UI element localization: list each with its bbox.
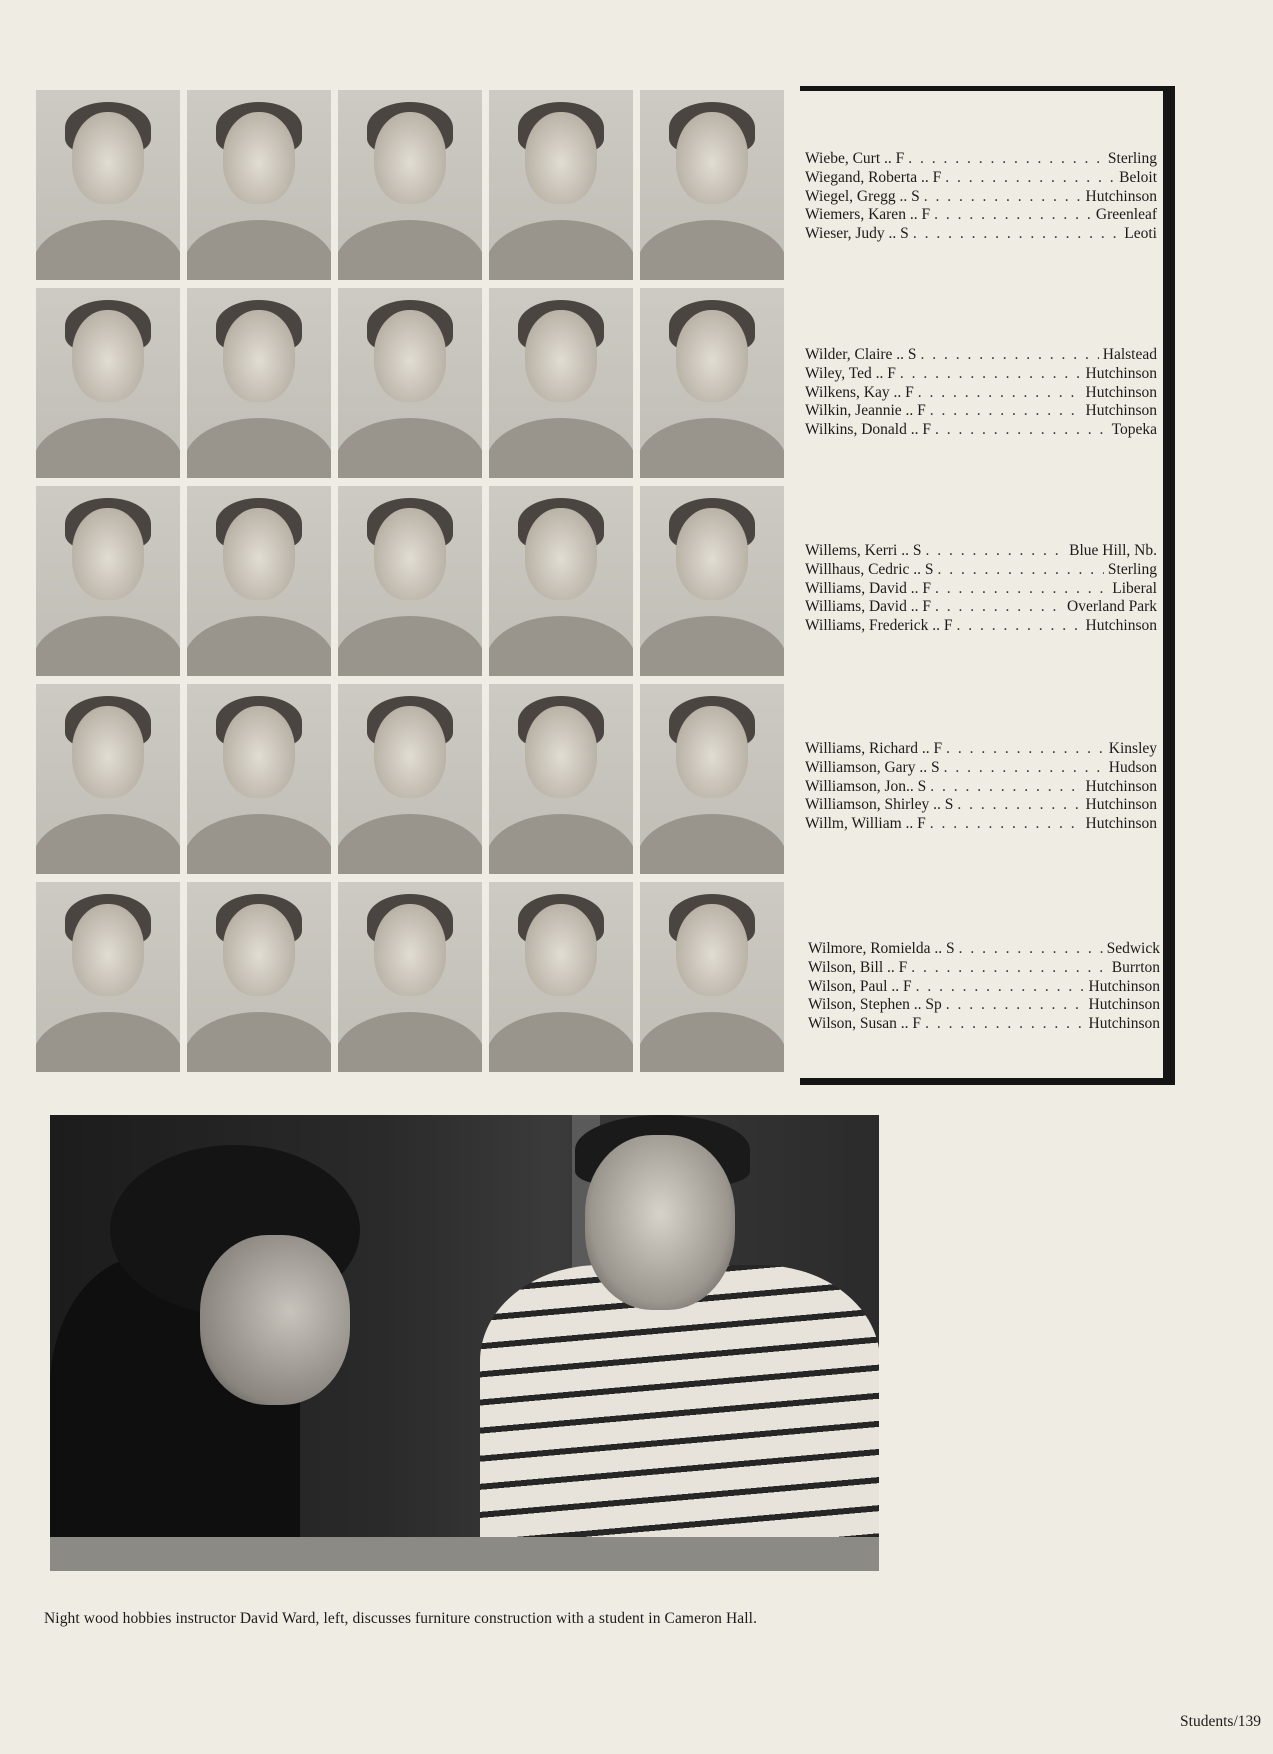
portrait-head (374, 706, 446, 798)
hometown: Beloit (1119, 168, 1157, 186)
student-name: Wilson, Susan .. F (808, 1015, 922, 1033)
portrait-head (525, 112, 597, 204)
name-entry (808, 996, 1160, 1015)
student-portrait (187, 288, 331, 478)
student-name: Williams, Richard .. F (805, 740, 943, 757)
student-name: Williams, Frederick .. F (805, 617, 953, 635)
hometown: Leoti (1124, 225, 1157, 243)
portrait-head (676, 904, 748, 996)
portrait-head (72, 508, 144, 600)
portrait-head (223, 706, 295, 798)
student-portrait (338, 486, 482, 676)
student-portrait (489, 90, 633, 280)
student-portrait (640, 90, 784, 280)
hometown: Hutchinson (1085, 815, 1157, 833)
student-name: Wiegel, Gregg .. S (805, 187, 920, 205)
photo-caption: Night wood hobbies instructor David Ward, left, discusses furniture construction with a student in Cameron Hall. (44, 1610, 758, 1627)
hometown: Hutchinson (1088, 1015, 1160, 1033)
name-entry (808, 959, 1160, 978)
portrait-shoulders (640, 220, 784, 280)
student-portrait (338, 288, 482, 478)
name-entry (805, 778, 1157, 797)
student-name: Williams, David .. F (805, 579, 931, 597)
hometown: Blue Hill, Nb. (1069, 542, 1157, 559)
name-entry (805, 365, 1157, 384)
hometown: Hutchinson (1085, 383, 1157, 401)
student-portrait (338, 90, 482, 280)
dot-leader (946, 740, 1105, 759)
name-entry (805, 402, 1157, 421)
student-name: Wieser, Judy .. S (805, 225, 909, 243)
hometown: Sterling (1107, 560, 1157, 578)
name-entry (805, 384, 1157, 403)
name-group (805, 150, 1157, 244)
name-entry (808, 1015, 1160, 1034)
name-group (805, 740, 1157, 834)
hometown: Hutchinson (1088, 977, 1160, 995)
portrait-shoulders (36, 418, 180, 478)
portrait-shoulders (187, 220, 331, 280)
name-entry (805, 740, 1157, 759)
dot-leader (957, 796, 1081, 815)
student-portrait (187, 90, 331, 280)
student-name: Wiebe, Curt .. F (805, 150, 905, 167)
student-portrait (338, 684, 482, 874)
dot-leader (918, 384, 1082, 403)
name-entry (805, 561, 1157, 580)
portrait-head (72, 904, 144, 996)
dot-leader (938, 561, 1104, 580)
portrait-shoulders (489, 814, 633, 874)
dot-leader (916, 978, 1085, 997)
name-group (805, 346, 1157, 440)
portrait-shoulders (489, 616, 633, 676)
photo-instructor-face (585, 1135, 735, 1310)
dot-leader (908, 150, 1104, 169)
name-entry (805, 225, 1157, 244)
student-portrait (640, 684, 784, 874)
student-portrait (640, 288, 784, 478)
dot-leader (934, 206, 1092, 225)
portrait-shoulders (338, 814, 482, 874)
student-name: Wilkin, Jeannie .. F (805, 402, 926, 420)
portrait-shoulders (36, 220, 180, 280)
portrait-shoulders (187, 616, 331, 676)
name-entry (805, 169, 1157, 188)
hometown: Hutchinson (1085, 617, 1157, 635)
name-entry (805, 759, 1157, 778)
portrait-grid (36, 90, 784, 1072)
student-name: Wiegand, Roberta .. F (805, 168, 942, 186)
portrait-head (525, 508, 597, 600)
portrait-shoulders (187, 1012, 331, 1072)
student-name: Wilmore, Romielda .. S (808, 940, 955, 957)
portrait-head (72, 112, 144, 204)
dot-leader (935, 421, 1108, 440)
portrait-head (676, 508, 748, 600)
student-name: Williamson, Gary .. S (805, 758, 940, 776)
dot-leader (945, 169, 1115, 188)
name-entry (805, 346, 1157, 365)
name-group (808, 940, 1160, 1034)
hometown: Hudson (1108, 758, 1157, 776)
student-portrait (36, 882, 180, 1072)
hometown: Greenleaf (1095, 206, 1157, 224)
portrait-shoulders (338, 1012, 482, 1072)
name-entry (805, 796, 1157, 815)
dot-leader (913, 225, 1120, 244)
portrait-head (676, 112, 748, 204)
dot-leader (911, 959, 1107, 978)
student-name: Wilson, Stephen .. Sp (808, 996, 942, 1014)
feature-photo (50, 1115, 879, 1571)
name-entry (805, 580, 1157, 599)
dot-leader (956, 617, 1081, 636)
portrait-head (676, 706, 748, 798)
hometown: Hutchinson (1085, 364, 1157, 382)
portrait-head (374, 112, 446, 204)
hometown: Hutchinson (1085, 402, 1157, 420)
portrait-shoulders (640, 814, 784, 874)
student-name: Willhaus, Cedric .. S (805, 560, 934, 578)
portrait-head (525, 310, 597, 402)
dot-leader (930, 815, 1082, 834)
student-portrait (489, 684, 633, 874)
student-name: Wilkens, Kay .. F (805, 383, 914, 401)
name-entry (805, 421, 1157, 440)
name-group (805, 542, 1157, 636)
portrait-head (72, 310, 144, 402)
student-portrait (187, 486, 331, 676)
dot-leader (924, 188, 1082, 207)
portrait-shoulders (187, 814, 331, 874)
portrait-head (525, 904, 597, 996)
hometown: Kinsley (1108, 740, 1157, 757)
portrait-shoulders (489, 1012, 633, 1072)
student-name: Williams, David .. F (805, 598, 931, 616)
student-portrait (640, 882, 784, 1072)
photo-instructor-figure (480, 1265, 879, 1571)
student-portrait (36, 486, 180, 676)
name-entry (805, 598, 1157, 617)
portrait-head (72, 706, 144, 798)
portrait-shoulders (338, 220, 482, 280)
name-entry (805, 188, 1157, 207)
dot-leader (900, 365, 1082, 384)
name-entry (805, 150, 1157, 169)
page-folio: Students/139 (1180, 1713, 1261, 1730)
name-entry (808, 940, 1160, 959)
dot-leader (921, 346, 1099, 365)
portrait-head (525, 706, 597, 798)
dot-leader (944, 759, 1105, 778)
student-portrait (338, 882, 482, 1072)
portrait-head (374, 508, 446, 600)
portrait-head (223, 508, 295, 600)
hometown: Sedwick (1106, 940, 1160, 957)
name-entry (805, 206, 1157, 225)
dot-leader (935, 580, 1108, 599)
name-list-panel (800, 86, 1175, 1085)
dot-leader (946, 996, 1085, 1015)
student-name: Willm, William .. F (805, 815, 926, 833)
portrait-shoulders (489, 220, 633, 280)
portrait-shoulders (640, 418, 784, 478)
hometown: Topeka (1111, 421, 1157, 439)
dot-leader (930, 402, 1082, 421)
dot-leader (925, 1015, 1084, 1034)
student-name: Williamson, Shirley .. S (805, 796, 954, 814)
student-portrait (489, 288, 633, 478)
dot-leader (959, 940, 1103, 959)
hometown: Hutchinson (1085, 796, 1157, 814)
student-portrait (36, 684, 180, 874)
hometown: Halstead (1102, 346, 1157, 363)
name-entry (805, 617, 1157, 636)
student-portrait (36, 90, 180, 280)
student-portrait (187, 684, 331, 874)
student-name: Williamson, Jon.. S (805, 777, 927, 795)
portrait-shoulders (36, 616, 180, 676)
portrait-shoulders (187, 418, 331, 478)
portrait-shoulders (640, 1012, 784, 1072)
hometown: Hutchinson (1085, 187, 1157, 205)
dot-leader (935, 598, 1063, 617)
hometown: Hutchinson (1085, 777, 1157, 795)
student-portrait (36, 288, 180, 478)
photo-table-edge (50, 1537, 879, 1571)
hometown: Liberal (1112, 579, 1157, 597)
hometown: Sterling (1107, 150, 1157, 167)
hometown: Overland Park (1067, 598, 1157, 616)
portrait-shoulders (36, 814, 180, 874)
portrait-shoulders (36, 1012, 180, 1072)
portrait-shoulders (338, 616, 482, 676)
student-name: Wilder, Claire .. S (805, 346, 917, 363)
student-name: Wilson, Paul .. F (808, 977, 912, 995)
portrait-head (223, 904, 295, 996)
name-entry (808, 978, 1160, 997)
dot-leader (930, 778, 1081, 797)
portrait-head (223, 310, 295, 402)
student-name: Wilson, Bill .. F (808, 958, 908, 976)
hometown: Hutchinson (1088, 996, 1160, 1014)
portrait-shoulders (489, 418, 633, 478)
portrait-head (374, 904, 446, 996)
hometown: Burrton (1111, 958, 1160, 976)
student-name: Wilkins, Donald .. F (805, 421, 931, 439)
name-entry (805, 542, 1157, 561)
student-portrait (489, 486, 633, 676)
photo-student-face (200, 1235, 350, 1405)
student-name: Wiley, Ted .. F (805, 364, 896, 382)
dot-leader (925, 542, 1065, 561)
student-portrait (640, 486, 784, 676)
portrait-head (374, 310, 446, 402)
student-name: Wiemers, Karen .. F (805, 206, 931, 224)
name-entry (805, 815, 1157, 834)
student-name: Willems, Kerri .. S (805, 542, 922, 559)
portrait-head (223, 112, 295, 204)
student-portrait (489, 882, 633, 1072)
student-portrait (187, 882, 331, 1072)
portrait-shoulders (338, 418, 482, 478)
portrait-head (676, 310, 748, 402)
portrait-shoulders (640, 616, 784, 676)
